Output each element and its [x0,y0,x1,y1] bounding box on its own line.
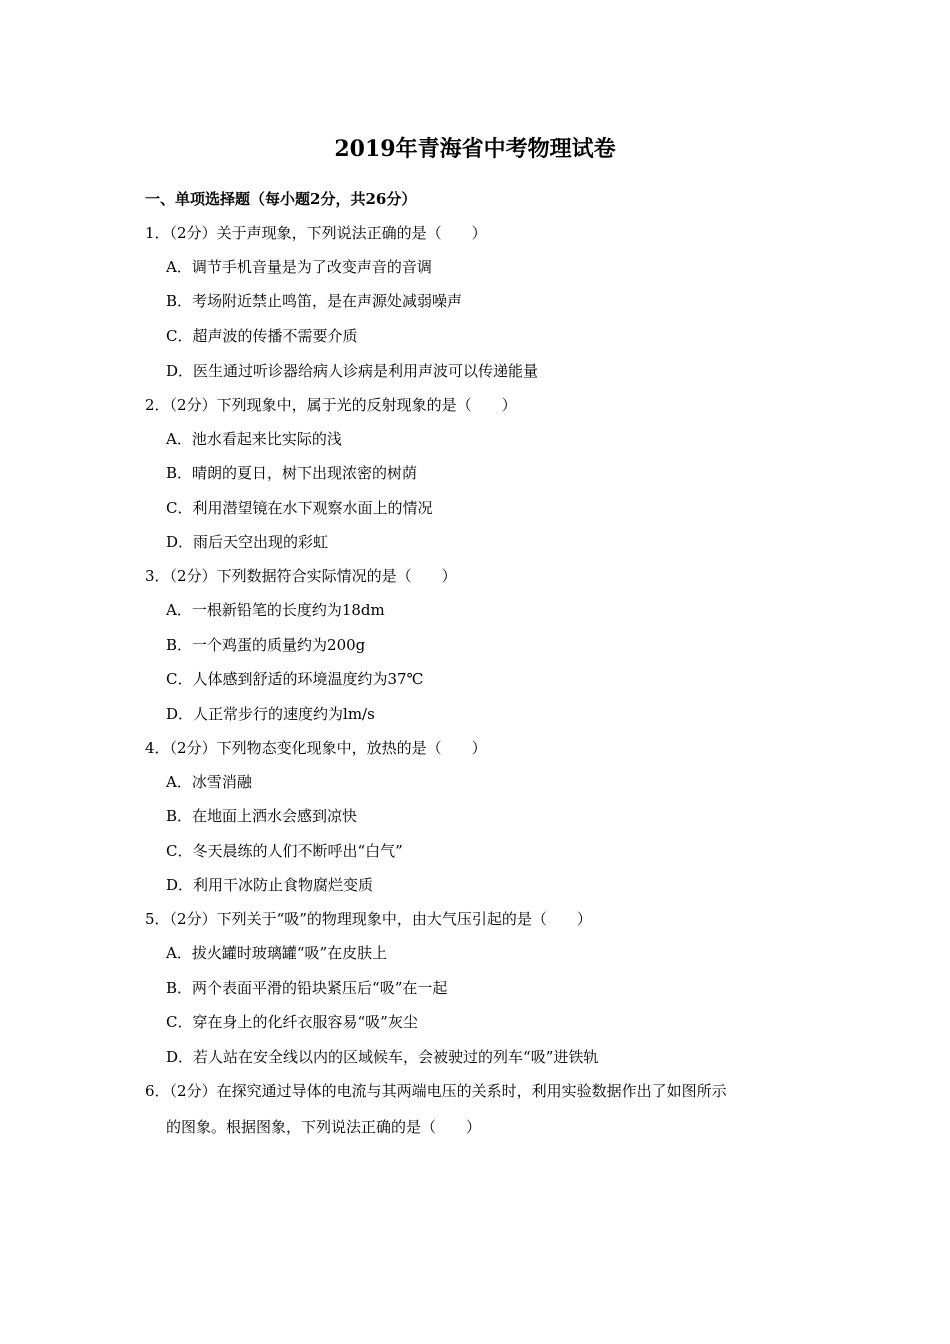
question-4-option-b: B．在地面上洒水会感到凉快 [166,807,358,825]
page-title: 2019年青海省中考物理试卷 [334,136,616,162]
question-1-option-d: D．医生通过听诊器给病人诊病是利用声波可以传递能量 [166,362,539,380]
question-3-stem: 3．（2分）下列数据符合实际情况的是（ ） [145,567,457,585]
question-5-option-c: C．穿在身上的化纤衣服容易“吸”灰尘 [166,1013,418,1031]
question-1-option-c: C．超声波的传播不需要介质 [166,327,358,345]
question-3-option-b: B．一个鸡蛋的质量约为200g [166,636,366,654]
question-2-option-d: D．雨后天空出现的彩虹 [166,533,329,551]
question-3-option-a: A．一根新铅笔的长度约为18dm [166,601,385,619]
question-5-option-b: B．两个表面平滑的铅块紧压后“吸”在一起 [166,979,448,997]
question-6-stem-continued: 的图象。根据图象，下列说法正确的是（ ） [166,1118,482,1136]
question-3-option-d: D．人正常步行的速度约为lm/s [166,705,375,723]
question-2-stem: 2．（2分）下列现象中，属于光的反射现象的是（ ） [145,396,517,414]
question-4-option-c: C．冬天晨练的人们不断呼出“白气” [166,842,403,860]
question-4-option-a: A．冰雪消融 [166,773,252,791]
question-1-option-a: A．调节手机音量是为了改变声音的音调 [166,258,432,276]
question-3-option-c: C．人体感到舒适的环境温度约为37℃ [166,670,424,688]
question-1-option-b: B．考场附近禁止鸣笛，是在声源处减弱噪声 [166,292,463,310]
section-heading: 一、单项选择题（每小题2分，共26分） [145,190,417,208]
question-4-option-d: D．利用干冰防止食物腐烂变质 [166,876,374,894]
question-2-option-c: C．利用潜望镜在水下观察水面上的情况 [166,499,433,517]
question-2-option-a: A．池水看起来比实际的浅 [166,430,342,448]
question-5-option-a: A．拔火罐时玻璃罐“吸”在皮肤上 [166,944,388,962]
question-5-option-d: D．若人站在安全线以内的区域候车，会被驶过的列车“吸”进铁轨 [166,1048,599,1066]
question-5-stem: 5．（2分）下列关于“吸”的物理现象中，由大气压引起的是（ ） [145,910,592,928]
question-2-option-b: B．晴朗的夏日，树下出现浓密的树荫 [166,464,418,482]
question-1-stem: 1．（2分）关于声现象，下列说法正确的是（ ） [145,224,487,242]
question-4-stem: 4．（2分）下列物态变化现象中，放热的是（ ） [145,739,487,757]
question-6-stem: 6．（2分）在探究通过导体的电流与其两端电压的关系时，利用实验数据作出了如图所示 [145,1082,727,1100]
